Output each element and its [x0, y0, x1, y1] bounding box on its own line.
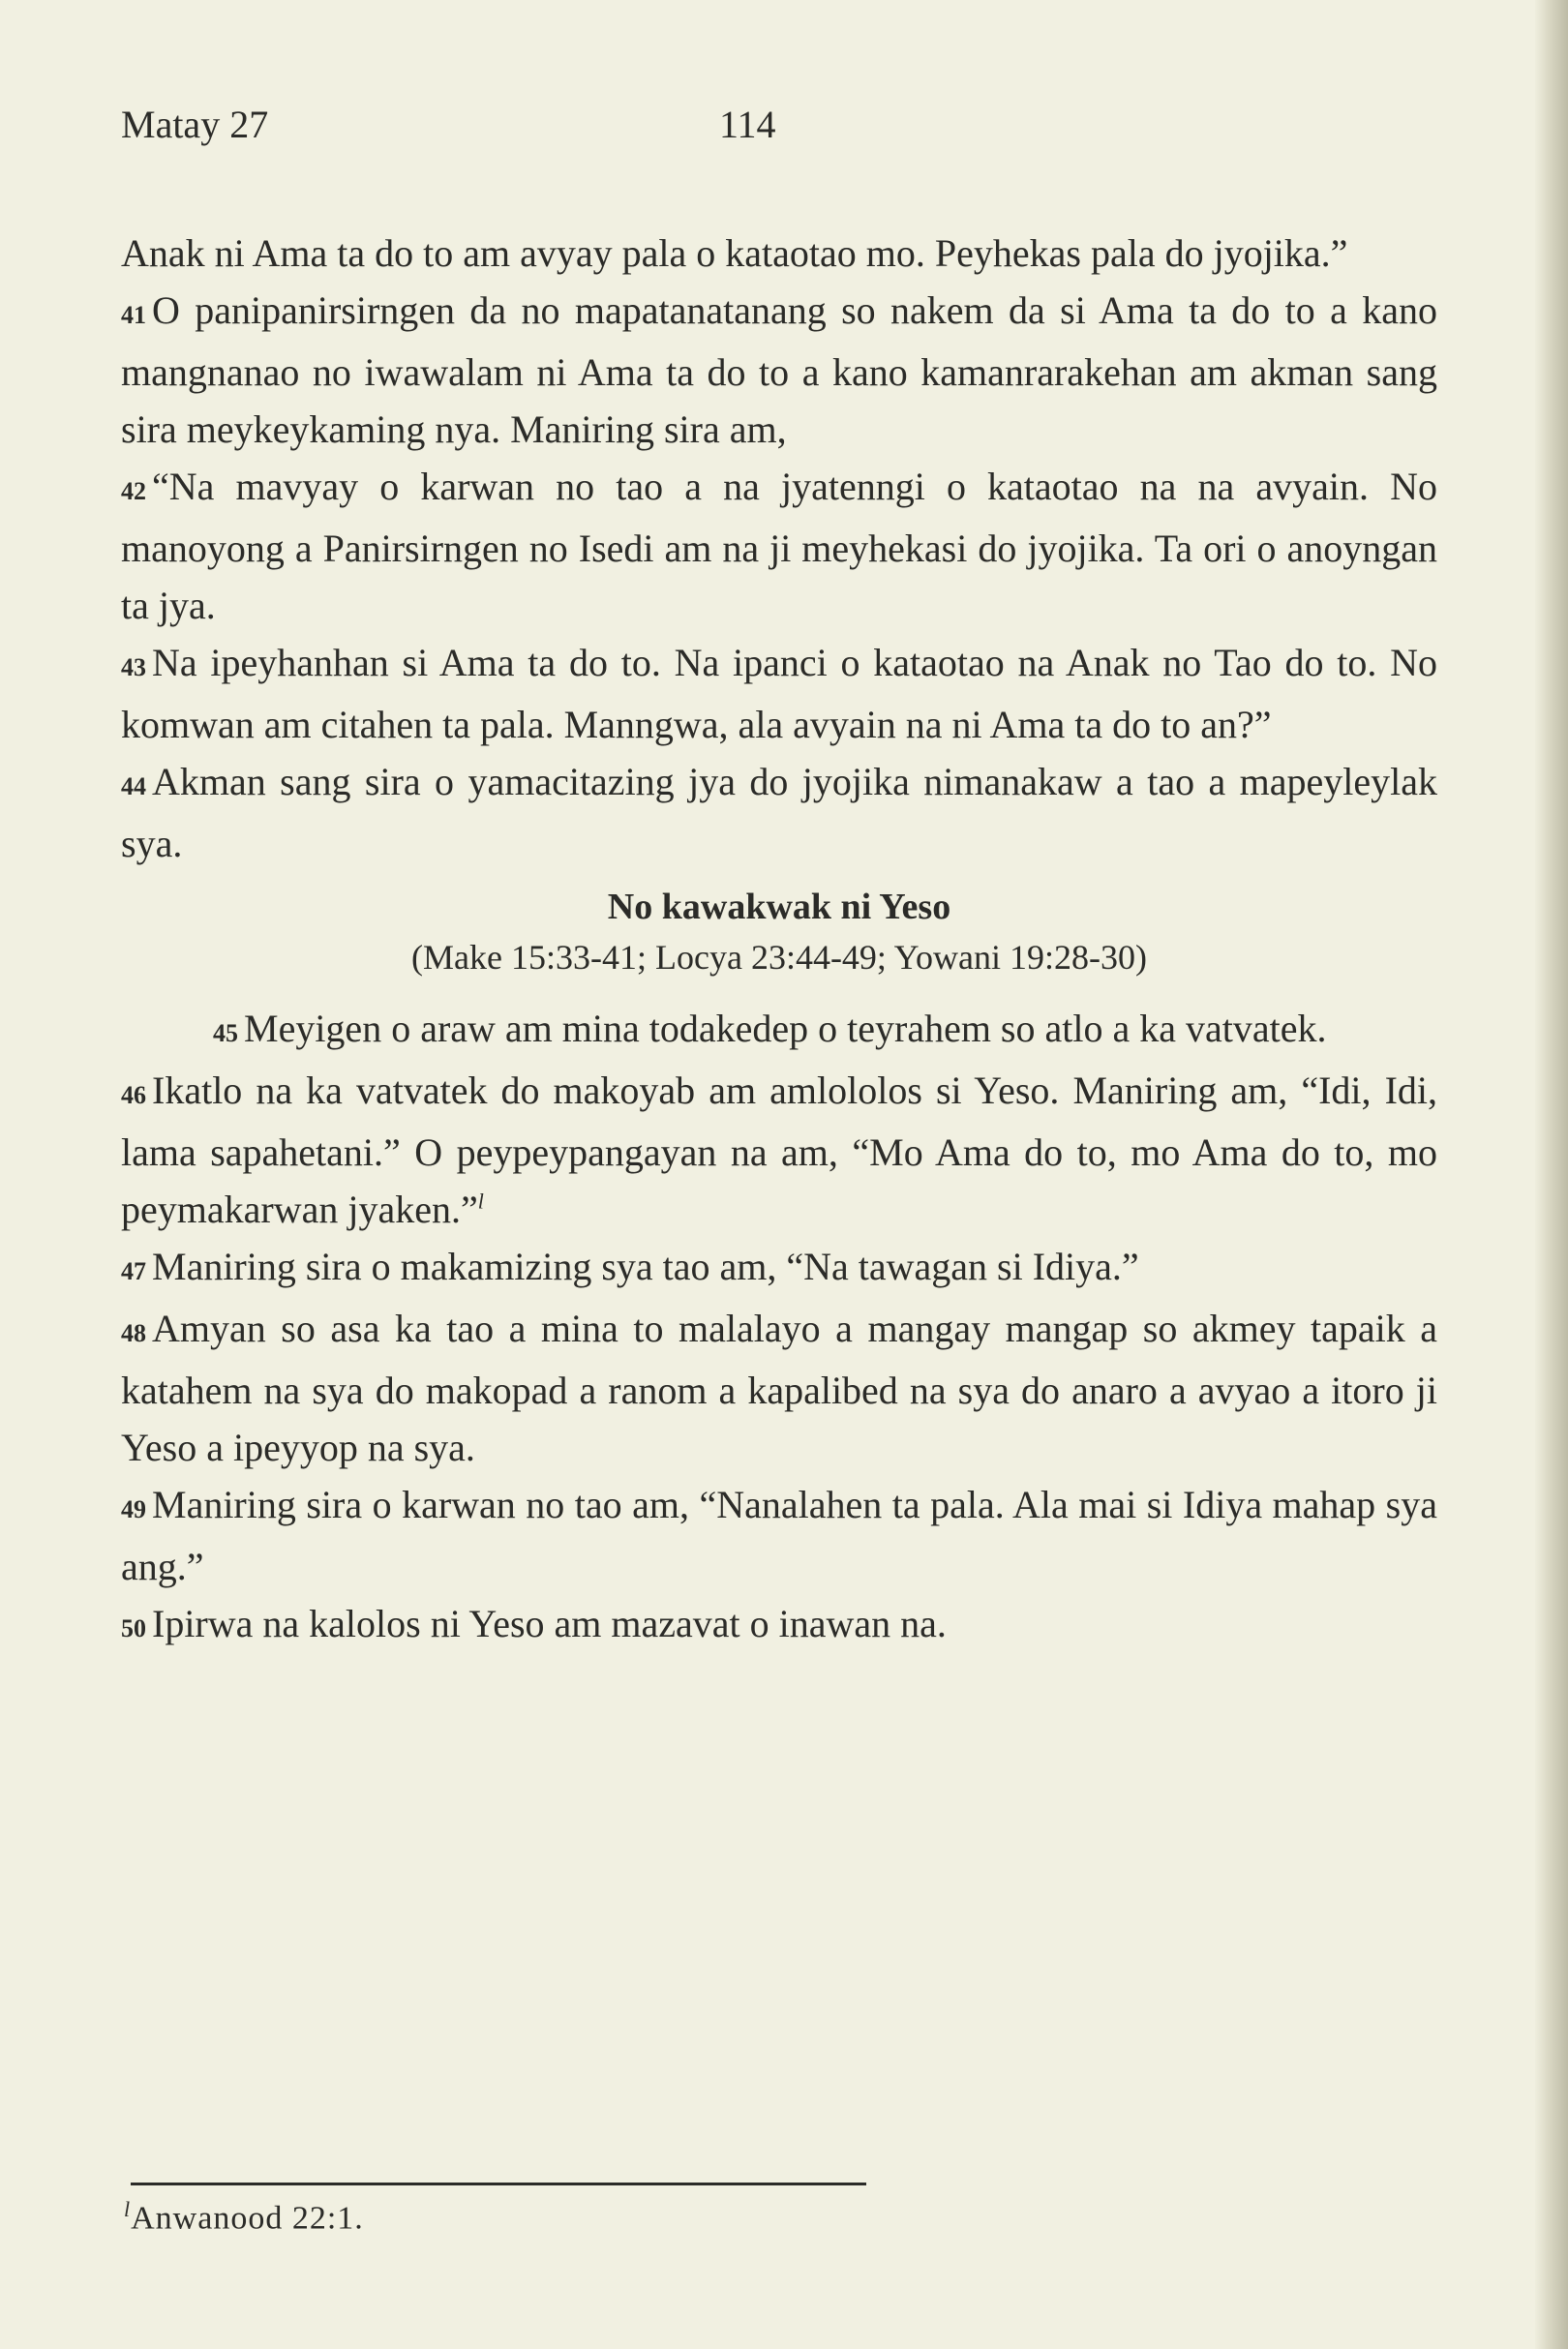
verse-paragraph: 44 Akman sang sira o yamacitazing jya do jyojika nimanakaw a tao a mapeyleylak sya.	[121, 760, 1437, 865]
verse-number: 42	[121, 477, 146, 505]
footnote-divider	[131, 2183, 866, 2185]
verse-paragraph: Anak ni Ama ta do to am avyay pala o kataotao mo. Peyhekas pala do jyojika.”	[121, 231, 1348, 275]
verse-number: 41	[121, 301, 146, 329]
verse-number: 50	[121, 1614, 146, 1642]
verse-number: 49	[121, 1495, 146, 1523]
verse-paragraph: 47 Maniring sira o makamizing sya tao am, “Na tawagan si Idiya.”	[121, 1245, 1139, 1288]
section-heading: No kawakwak ni Yeso	[607, 887, 951, 927]
verse-paragraph: 43 Na ipeyhanhan si Ama ta do to. Na ipanci o kataotao na Anak no Tao do to. No komwan am citahen ta pala. Manngwa, ala avyain na ni Ama ta do to an?”	[121, 641, 1437, 746]
verse-number: 44	[121, 772, 146, 800]
page-edge-shadow	[1535, 0, 1568, 2349]
page-number: 114	[719, 103, 776, 146]
verse-paragraph: 46 Ikatlo na ka vatvatek do makoyab am amlololos si Yeso. Maniring am, “Idi, Idi, lama sapahetani.” O peypeypangayan na am, “Mo Ama do to, mo Ama do to, mo peymakarwan jyaken.”$^l$	[121, 1069, 1437, 1231]
footnote-text: Anwanood 22:1.	[131, 2200, 364, 2237]
verse-paragraph: 49 Maniring sira o karwan no tao am, “Nanalahen ta pala. Ala mai si Idiya mahap sya ang.”	[121, 1483, 1437, 1588]
footnote-mark: l	[124, 2197, 132, 2221]
footnote	[124, 2197, 364, 2237]
verse-number: 43	[121, 653, 146, 681]
verse-number: 47	[121, 1257, 146, 1285]
running-head: Matay 27	[121, 103, 269, 146]
verse-number: 45	[213, 1019, 238, 1047]
body-text	[121, 225, 1437, 1657]
verse-paragraph: 50 Ipirwa na kalolos ni Yeso am mazavat o inawan na.	[121, 1602, 947, 1645]
footnote-marker[interactable]: l	[477, 1189, 484, 1214]
verse-paragraph: 42 “Na mavyay o karwan no tao a na jyatenngi o kataotao na na avyain. No manoyong a Panirsirngen no Isedi am na ji meyhekasi do jyojika. Ta ori o anoyngan ta jya.	[121, 465, 1437, 627]
cross-reference: (Make 15:33-41; Locya 23:44-49; Yowani 19:28-30)	[411, 938, 1147, 977]
page-header	[0, 102, 1568, 160]
verse-number: 48	[121, 1319, 146, 1347]
verse-paragraph: 41 O panipanirsirngen da no mapatanatanang so nakem da si Ama ta do to a kano mangnanao no iwawalam ni Ama ta do to a kano kamanrarakehan am akman sang sira meykeykaming nya. Maniring sira am,	[121, 288, 1437, 451]
verse-paragraph: 48 Amyan so asa ka tao a mina to malalayo a mangay mangap so akmey tapaik a katahem na sya do makopad a ranom a kapalibed na sya do anaro a avyao a itoro ji Yeso a ipeyyop na sya.	[121, 1307, 1437, 1469]
verse-paragraph: 45 Meyigen o araw am mina todakedep o teyrahem so atlo a ka vatvatek.	[213, 1007, 1327, 1050]
verse-number: 46	[121, 1081, 146, 1109]
